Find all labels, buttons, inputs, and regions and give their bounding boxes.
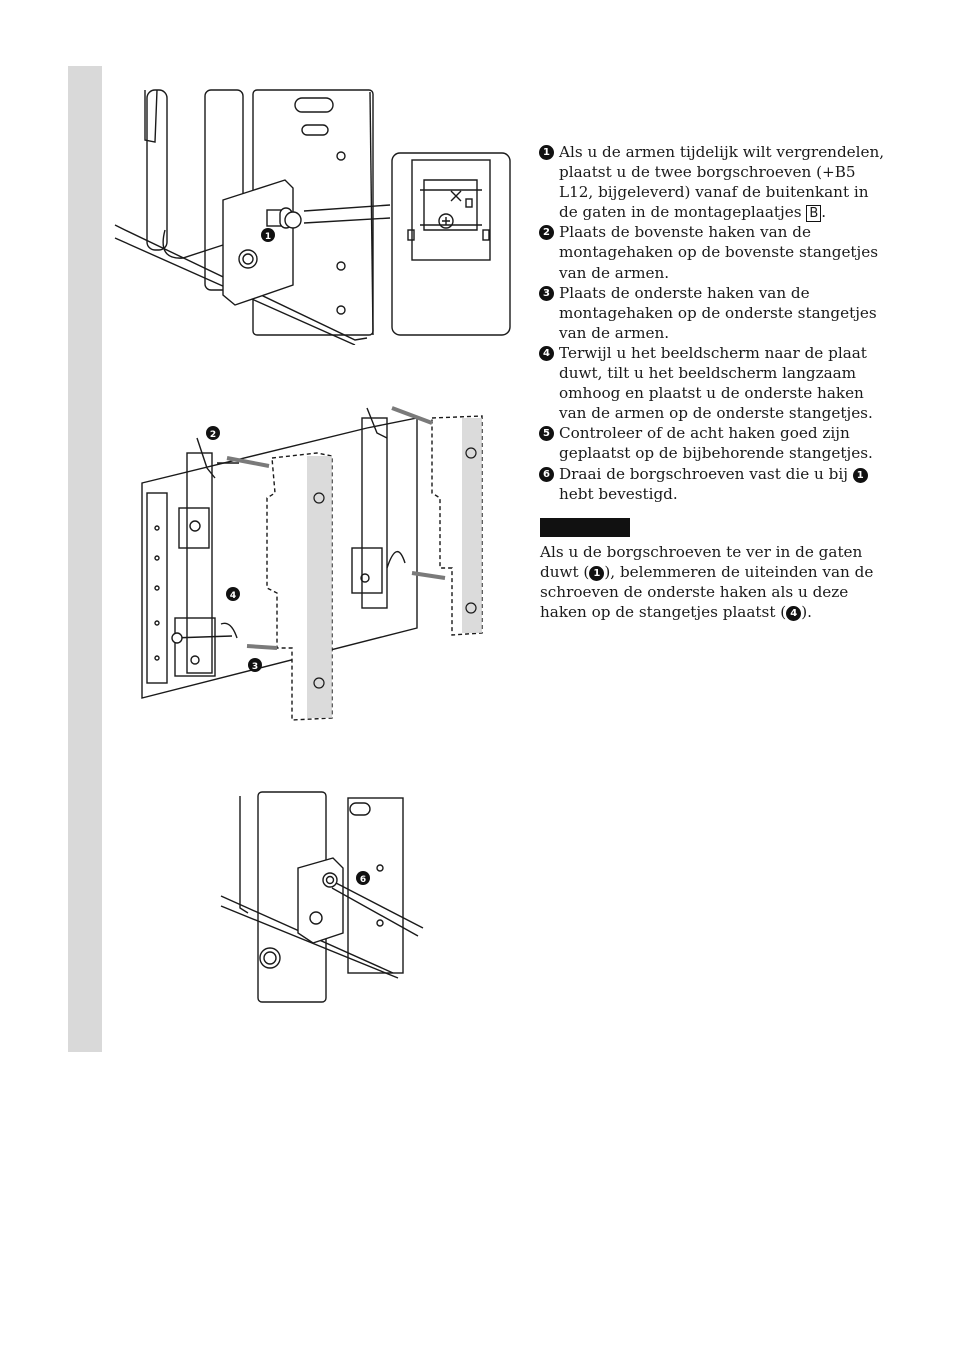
step-text: Terwijl u het beeldscherm naar de plaat duwt, tilt u het beeldscherm langzaam omhoog en plaatst u de onderste haken van de armen op de onderste stangetjes. bbox=[559, 343, 873, 423]
step-number: 2 bbox=[539, 225, 554, 240]
step-text: Plaats de onderste haken van de montagehaken op de onderste stangetjes van de armen. bbox=[559, 283, 877, 342]
step-number: 4 bbox=[539, 346, 554, 361]
figure-lock-screws bbox=[105, 80, 515, 345]
callout-1: 1 bbox=[264, 232, 272, 242]
step-text: Plaats de bovenste haken van de montagehaken op de bovenste stangetjes van de armen. bbox=[559, 223, 879, 282]
step-number: 3 bbox=[539, 286, 554, 301]
figure-tighten-screws bbox=[218, 788, 438, 1010]
step-number: 5 bbox=[539, 426, 554, 441]
callout-3: 3 bbox=[251, 662, 259, 672]
step-1 bbox=[539, 142, 891, 222]
step-text: Controleer of de acht haken goed zijn geplaatst op de bijbehorende stangetjes. bbox=[559, 424, 873, 463]
figure-hang-display bbox=[137, 398, 497, 723]
note-text-a: Als u de borgschroeven te ver in de gaten duwt ( bbox=[540, 543, 863, 582]
note-reference-4: 4 bbox=[786, 606, 801, 621]
instruction-steps bbox=[539, 142, 891, 504]
step-number: 6 bbox=[539, 467, 554, 482]
callout-4: 4 bbox=[229, 591, 237, 601]
part-label: B bbox=[806, 205, 821, 222]
note-text bbox=[540, 542, 892, 622]
step-text: Draai de borgschroeven vast die u bij bbox=[559, 464, 848, 483]
note-text-b: ), belemmeren de uiteinden van de schroeven de onderste haken als u deze haken op de stangetjes plaatst ( bbox=[540, 563, 874, 622]
step-text-end: hebt bevestigd. bbox=[559, 484, 678, 503]
note-text-c: ). bbox=[801, 603, 812, 622]
step-text: Als u de armen tijdelijk wilt vergrendelen, plaatst u de twee borgschroeven (+B5 L12, bijgeleverd) vanaf de buitenkant in de gaten in de montageplaatjes bbox=[559, 143, 885, 222]
step-6 bbox=[539, 464, 891, 504]
step-number: 1 bbox=[539, 145, 554, 160]
step-4 bbox=[539, 343, 891, 423]
step-end: . bbox=[821, 203, 827, 222]
callout-6: 6 bbox=[359, 875, 367, 885]
step-5 bbox=[539, 423, 891, 463]
note-reference-1: 1 bbox=[589, 566, 604, 581]
step-2 bbox=[539, 222, 891, 282]
note-heading-bar bbox=[540, 518, 630, 537]
page-sidebar-bar bbox=[68, 66, 102, 1052]
step-reference: 1 bbox=[853, 468, 868, 483]
step-3 bbox=[539, 283, 891, 343]
callout-2: 2 bbox=[209, 430, 217, 440]
